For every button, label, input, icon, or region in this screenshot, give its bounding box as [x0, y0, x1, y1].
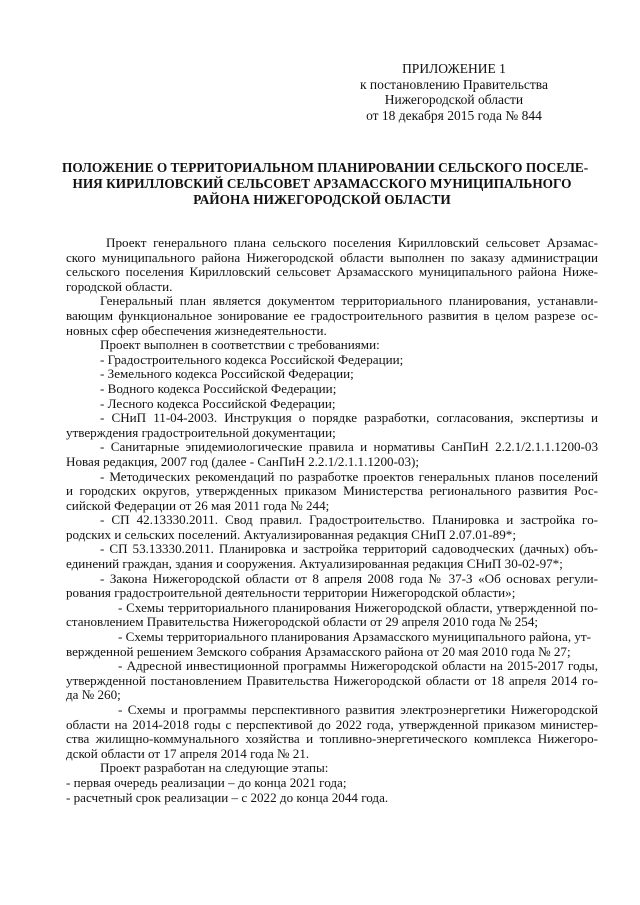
text-line: ского муниципального района Нижегородской области выполнен по заказу администрации — [66, 249, 598, 265]
title-line: НИЯ КИРИЛЛОВСКИЙ СЕЛЬСОВЕТ АРЗАМАССКОГО МУНИЦИПАЛЬНОГО — [72, 176, 572, 191]
text-line: утверждения градостроительной документации; — [66, 424, 336, 440]
list-item: - Схемы территориального планирования Нижегородской области, утвержденной по- — [118, 599, 598, 615]
title-line: РАЙОНА НИЖЕГОРОДСКОЙ ОБЛАСТИ — [193, 192, 451, 207]
text-line: и городских округов, утвержденных приказом Министерства регионального развития Рос- — [66, 483, 598, 499]
list-item: - Методических рекомендаций по разработке проектов генеральных планов поселений — [100, 468, 598, 484]
text-line: новных сфер обеспечения жизнедеятельности. — [66, 322, 327, 338]
text-line: Проект выполнен в соответствии с требованиями: — [100, 337, 380, 353]
text-line: рования градостроительной деятельности территории Нижегородской области»; — [66, 585, 516, 601]
text-line: Генеральный план является документом территориального планирования, устанавли- — [100, 293, 598, 309]
list-item: - Водного кодекса Российской Федерации; — [100, 380, 337, 396]
list-item: - Лесного кодекса Российской Федерации; — [100, 395, 336, 411]
list-item: - Схемы территориального планирования Арзамасского муниципального района, ут- — [118, 629, 591, 645]
list-item: - расчетный срок реализации – с 2022 до конца 2044 года. — [66, 789, 389, 805]
list-item: - Закона Нижегородской области от 8 апреля 2008 года № 37-З «Об основах регули- — [100, 570, 598, 586]
text-line: Проект разработан на следующие этапы: — [100, 760, 329, 776]
text-line: родских и сельских поселений. Актуализированная редакция СНиП 2.07.01-89*; — [66, 526, 516, 542]
text-line: вержденной решением Земского собрания Арзамасского района от 20 мая 2010 года № 27; — [66, 643, 571, 659]
paragraph-stages — [66, 761, 598, 805]
paragraph-general-plan — [66, 294, 598, 338]
document-title — [62, 160, 589, 208]
text-line: дской области от 17 апреля 2014 года № 21. — [66, 745, 310, 761]
text-line: ства жилищно-коммунального хозяйства и топливно-энергетического комплекса Нижегоро- — [66, 731, 598, 747]
list-item: - Санитарные эпидемиологические правила и нормативы СанПиН 2.2.1/2.1.1.1200-03 — [100, 439, 598, 455]
title-line: ПОЛОЖЕНИЕ О ТЕРРИТОРИАЛЬНОМ ПЛАНИРОВАНИИ СЕЛЬСКОГО ПОСЕЛЕ- — [62, 160, 589, 175]
list-item: - Градостроительного кодекса Российской Федерации; — [100, 351, 404, 367]
text-line: области на 2014-2018 годы с перспективой до 2022 года, утвержденной приказом министер- — [66, 716, 598, 732]
document-body — [66, 236, 598, 805]
text-line: утвержденной постановлением Правительства Нижегородской области от 18 апреля 2014 го- — [66, 672, 598, 688]
text-line: сийской Федерации от 26 мая 2011 года № 244; — [66, 497, 330, 513]
text-line: вающим функциональное зонирование ее градостроительного развития в целом разрезе ос- — [66, 307, 598, 323]
list-item: - первая очередь реализации – до конца 2021 года; — [66, 774, 347, 790]
list-item: - СП 42.13330.2011. Свод правил. Градостроительство. Планировка и застройка го- — [100, 512, 598, 528]
paragraph-intro — [66, 236, 598, 294]
appendix-line: Нижегородской области — [384, 92, 524, 107]
paragraph-requirements — [66, 338, 598, 761]
appendix-date: от 18 декабря 2015 года № 844 — [366, 107, 542, 123]
list-item: - Земельного кодекса Российской Федерации; — [100, 366, 354, 382]
text-line: Проект генерального плана сельского поселения Кирилловский сельсовет Арзамас- — [106, 235, 598, 250]
text-line: сельского поселения Кирилловский сельсовет Арзамасского муниципального района Ниже- — [66, 264, 598, 280]
list-item: - СНиП 11-04-2003. Инструкция о порядке разработки, согласования, экспертизы и — [100, 410, 598, 426]
text-line: городской области. — [66, 278, 173, 294]
text-line: да № 260; — [66, 687, 121, 703]
appendix-line: к постановлению Правительства — [359, 76, 548, 92]
text-line: становлением Правительства Нижегородской области от 29 апреля 2010 года № 254; — [66, 614, 539, 630]
text-line: Новая редакция, 2007 год (далее - СанПиН 2.2.1/2.1.1.1200-03); — [66, 453, 420, 469]
appendix-header — [360, 61, 548, 123]
appendix-title: ПРИЛОЖЕНИЕ 1 — [402, 61, 506, 76]
list-item: - Схемы и программы перспективного развития электроэнергетики Нижегородской — [118, 702, 598, 717]
list-item: - Адресной инвестиционной программы Нижегородской области на 2015-2017 годы, — [118, 658, 598, 674]
text-line: единений граждан, здания и сооружения. Актуализированная редакция СНиП 30-02-97*; — [66, 556, 563, 572]
list-item: - СП 53.13330.2011. Планировка и застройка территорий садоводческих (дачных) объ- — [100, 541, 598, 557]
